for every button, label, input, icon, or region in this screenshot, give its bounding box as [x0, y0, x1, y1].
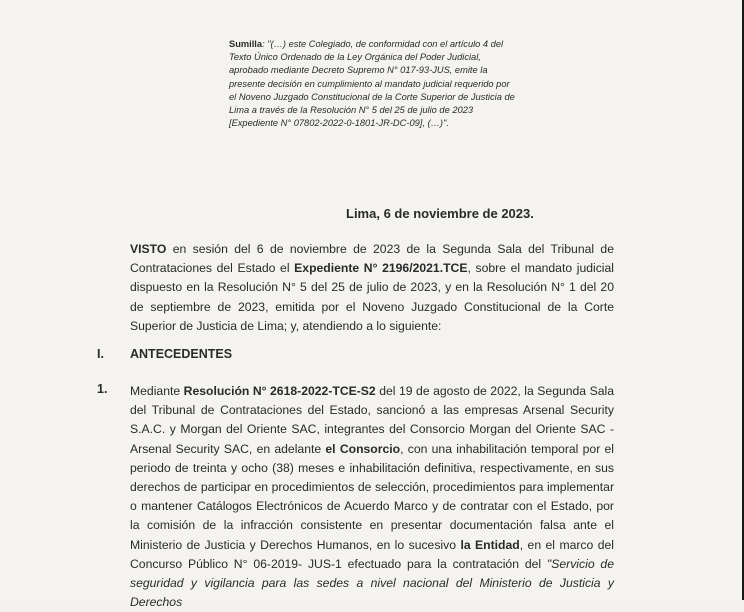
visto-text-2: , sobre el mandato judicial dispuesto en la Resolución N° 5 del 25 de julio de 2023, y en la Resolución N° 1 del 20 de septiembre de 2023, emitida por el Noveno Juzgado Constitucional de la Corte Superior de Justicia de Lima; y, atendiendo a lo siguiente:	[130, 261, 614, 333]
item-text-4: , en el marco del Concurso Público N° 06-2019- JUS-1 efectuado para la contratación del	[130, 537, 614, 571]
visto-text-1: en sesión del 6 de noviembre de 2023 de la Segunda Sala del Tribunal de Contrataciones del Estado el	[130, 242, 614, 276]
item-text-3: , con una inhabilitación temporal por el periodo de treinta y ocho (38) meses e inhabilitación definitiva, respectivamente, en sus derechos de participar en procedimientos de selección, procedimientos para implementar o mantener Catálogos Electrónicos de Acuerdo Marco y de contratar con el Estado, por la comisión de la infracción consistente en presentar documentación falsa ante el Ministerio de Justicia y Derechos Humanos, en lo sucesivo	[130, 441, 614, 552]
consorcio-term: el Consorcio	[325, 441, 401, 456]
entidad-term: la Entidad	[460, 537, 520, 552]
service-name: "Servicio de seguridad y vigilancia para las sedes a nivel nacional del Ministerio de Justicia y Derechos	[130, 556, 614, 610]
section-heading	[97, 347, 232, 361]
section-number: I.	[97, 347, 104, 361]
item-number: 1.	[97, 382, 108, 396]
sumilla-block	[229, 38, 519, 130]
resolution-number: Resolución N° 2618-2022-TCE-S2	[183, 384, 376, 398]
expediente-number: Expediente N° 2196/2021.TCE	[294, 261, 468, 276]
visto-paragraph	[130, 240, 614, 336]
visto-lead: VISTO	[130, 242, 167, 256]
sumilla-label: Sumilla	[229, 39, 263, 49]
document-date: Lima, 6 de noviembre de 2023.	[346, 206, 534, 221]
item-text-2: del 19 de agosto de 2022, la Segunda Sala del Tribunal de Contrataciones del Estado, sancionó a las empresas Arsenal Security S.A.C. y Morgan del Oriente SAC, integrantes del Consorcio Morgan del Oriente SAC - Arsenal Security SAC, en adelante	[130, 384, 614, 456]
section-title: ANTECEDENTES	[130, 347, 233, 361]
item-text-1: Mediante	[130, 384, 184, 398]
item-text	[130, 382, 614, 612]
sumilla-text: : "(…) este Colegiado, de conformidad con el artículo 4 del Texto Único Ordenado de la Ley Orgánica del Poder Judicial, aprobado mediante Decreto Supremo N° 017-93-JUS, emite la presente decisión en cumplimiento al mandato judicial requerido por el Noveno Juzgado Constitucional de la Corte Superior de Justicia de Lima a través de la Resolución N° 5 del 25 de julio de 2023 [Expediente N° 07802-2022-0-1801-JR-DC-09], (…)".	[229, 39, 515, 129]
